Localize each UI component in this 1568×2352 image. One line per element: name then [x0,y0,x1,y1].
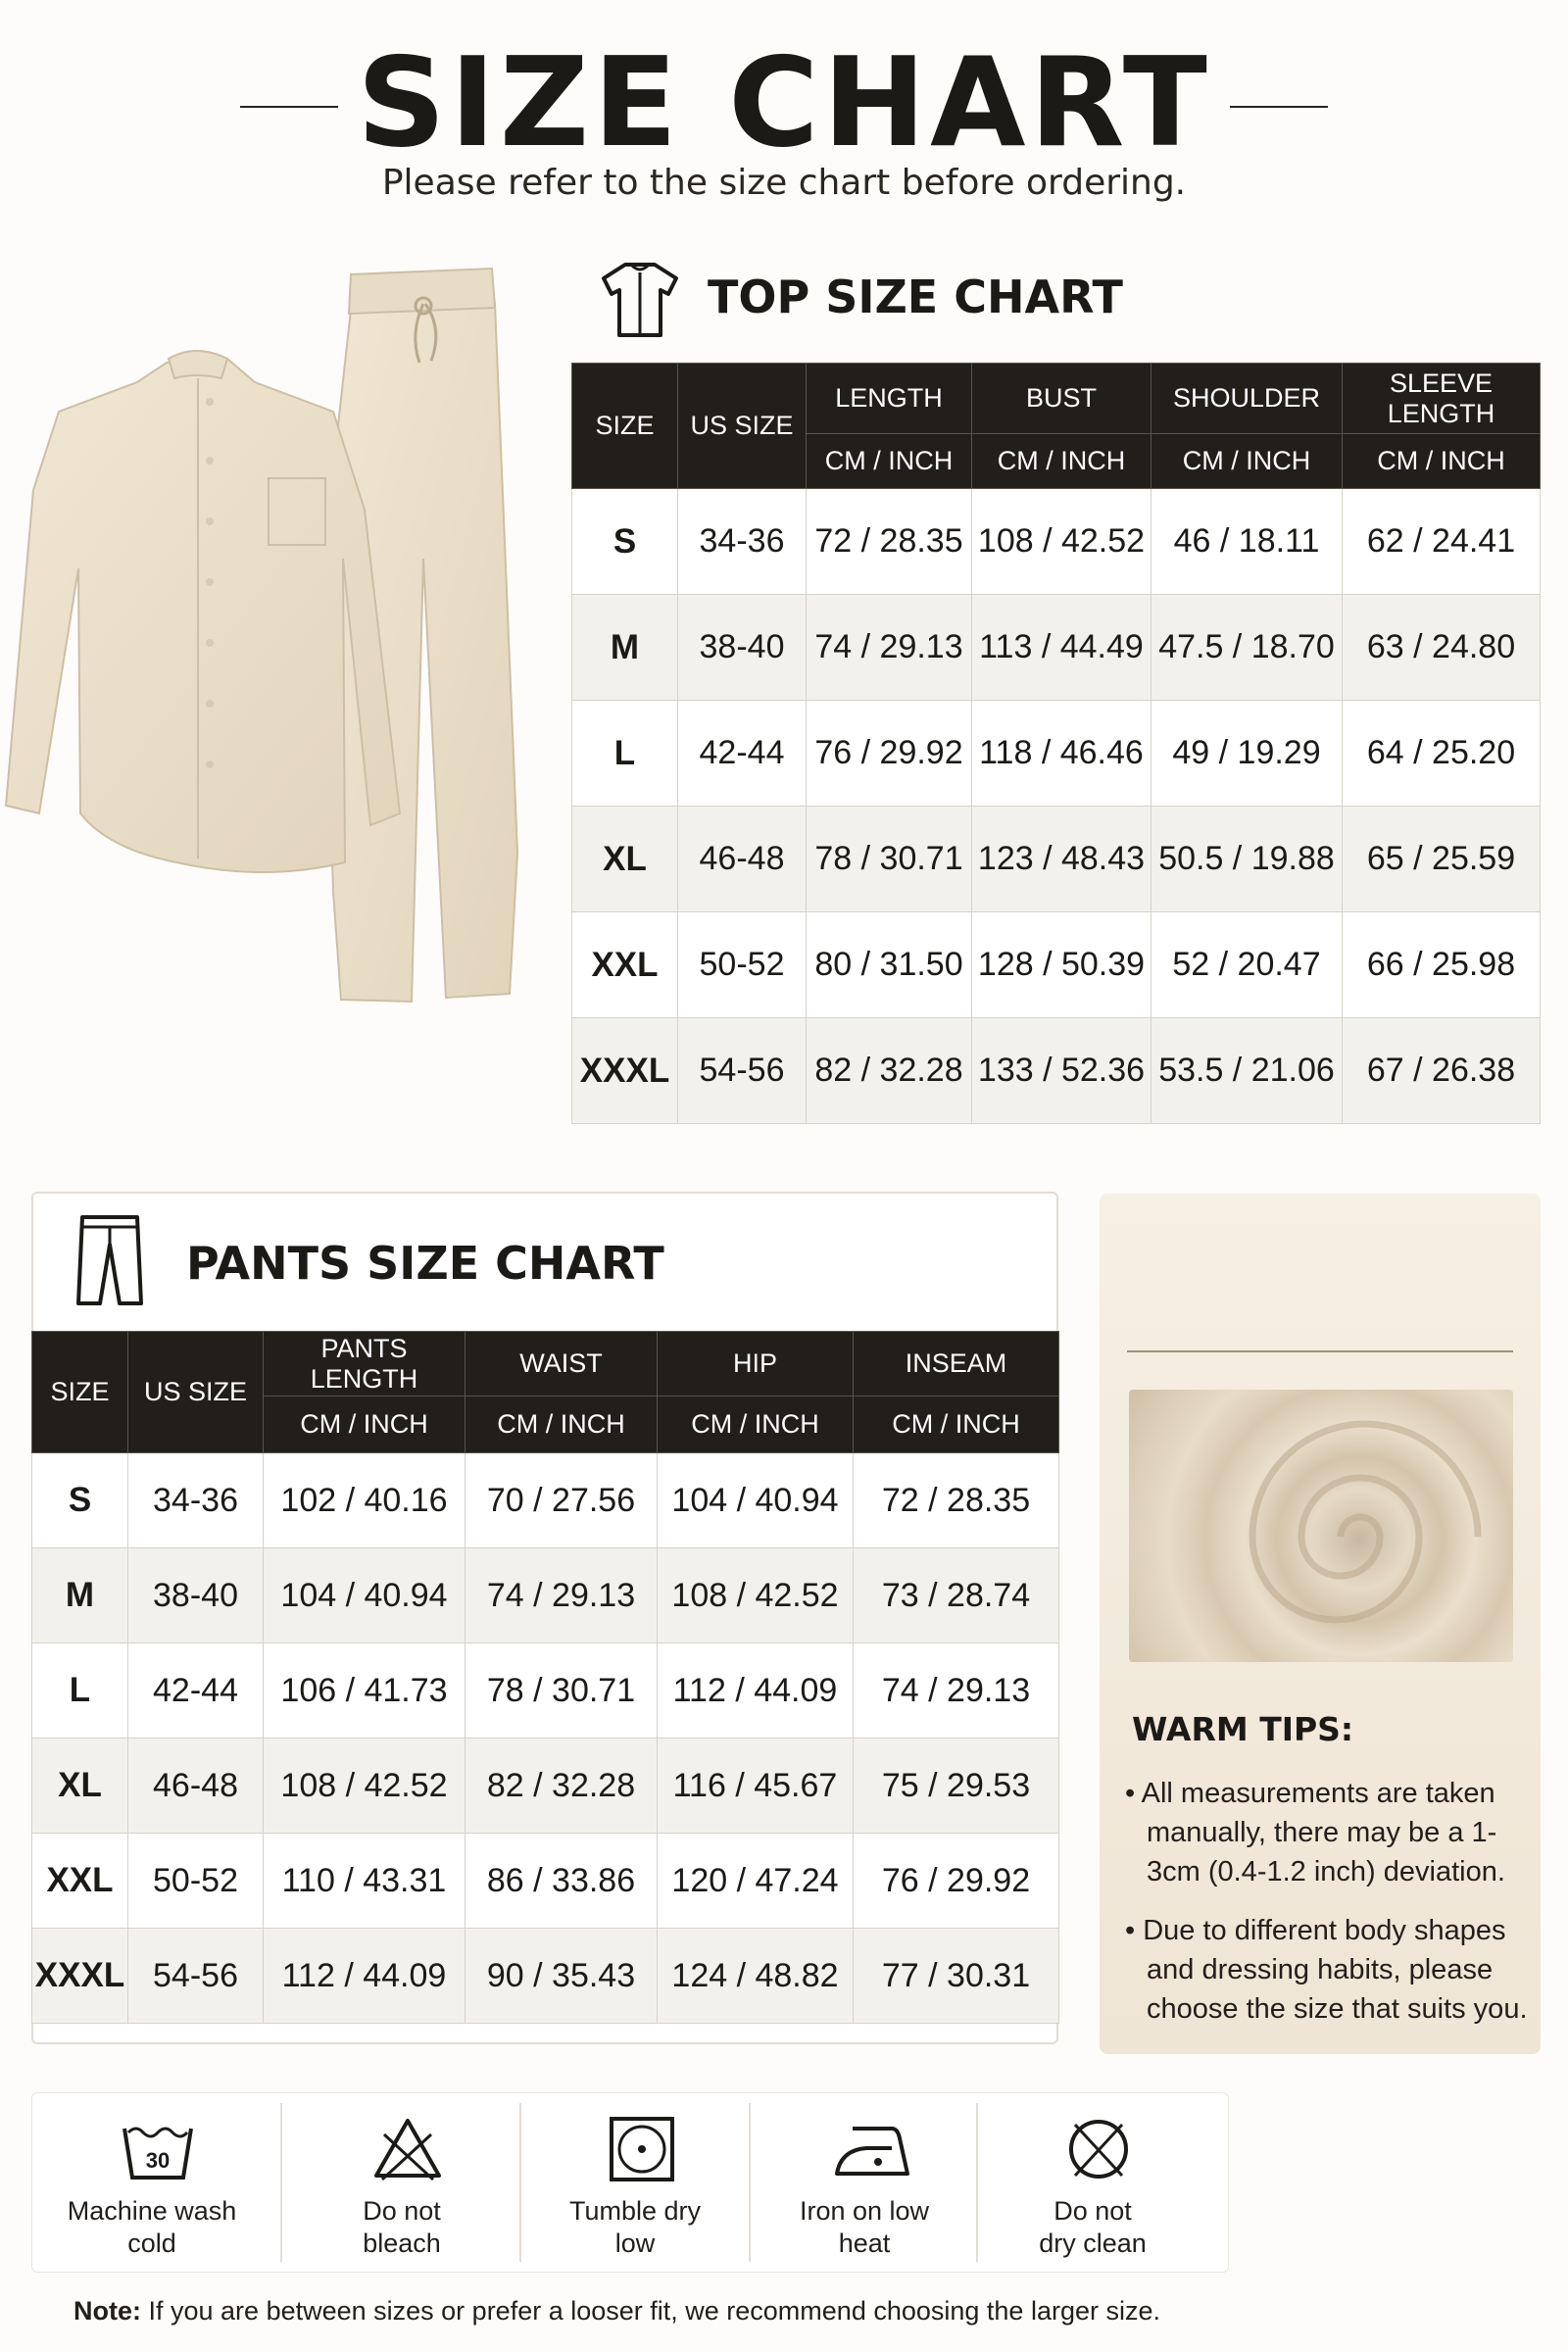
shirt-icon [598,257,682,341]
header-sleeve-length: SLEEVE LENGTH [1343,364,1541,434]
care-label-line2: heat [838,2229,891,2258]
header-size: SIZE [32,1332,128,1453]
table-cell: 54-56 [678,1018,807,1124]
tumble-dry-low-icon [604,2115,678,2183]
table-cell: 90 / 35.43 [466,1929,658,2024]
table-cell: 108 / 42.52 [972,489,1152,595]
size-label: XXL [572,912,678,1018]
table-row [32,1929,1059,2024]
table-row [32,1643,1059,1739]
table-cell: 70 / 27.56 [466,1453,658,1548]
table-cell: 80 / 31.50 [807,912,972,1018]
table-cell: 108 / 42.52 [658,1548,854,1643]
header-shoulder: SHOULDER [1152,364,1343,434]
table-cell: 47.5 / 18.70 [1152,595,1343,701]
top-chart-title: TOP SIZE CHART [708,270,1123,323]
table-cell: 104 / 40.94 [264,1548,466,1643]
table-cell: 64 / 25.20 [1343,701,1541,807]
page-title: SIZE CHART [357,30,1211,174]
table-cell: 133 / 52.36 [972,1018,1152,1124]
table-cell: 128 / 50.39 [972,912,1152,1018]
footer-note [74,2296,1160,2327]
table-cell: 38-40 [128,1548,264,1643]
care-divider [280,2103,282,2262]
table-cell: 38-40 [678,595,807,701]
tip-item: • All measurements are taken manually, there may be a 1-3cm (0.4-1.2 inch) deviation. [1125,1778,1505,1887]
table-cell: 120 / 47.24 [658,1834,854,1929]
table-cell: 74 / 29.13 [854,1643,1059,1739]
note-label: Note: [74,2296,141,2326]
table-cell: 76 / 29.92 [807,701,972,807]
unit-label: CM / INCH [807,434,972,489]
table-cell: 46-48 [128,1739,264,1834]
table-cell: 53.5 / 21.06 [1152,1018,1343,1124]
size-label: XXXL [572,1018,678,1124]
top-size-table [571,363,1541,1124]
table-cell: 124 / 48.82 [658,1929,854,2024]
table-cell: 108 / 42.52 [264,1739,466,1834]
table-row [572,912,1541,1018]
warm-tips-title: WARM TIPS: [1132,1710,1354,1748]
table-cell: 102 / 40.16 [264,1453,466,1548]
tip-text: Due to different body shapes and dressing habits, please choose the size that suits you. [1143,1915,1528,2025]
header-hip: HIP [658,1332,854,1396]
table-cell: 62 / 24.41 [1343,489,1541,595]
unit-label: CM / INCH [854,1396,1059,1453]
table-cell: 78 / 30.71 [466,1643,658,1739]
care-divider [976,2103,978,2262]
table-cell: 67 / 26.38 [1343,1018,1541,1124]
unit-label: CM / INCH [658,1396,854,1453]
size-label: S [572,489,678,595]
care-label-line2: cold [127,2229,176,2258]
table-cell: 50-52 [128,1834,264,1929]
table-cell: 123 / 48.43 [972,807,1152,912]
table-row [32,1548,1059,1643]
care-item-tumble-dry [522,2097,748,2268]
care-label-line2: dry clean [1039,2229,1147,2258]
no-dry-clean-icon [1061,2115,1136,2183]
care-label-line1: Iron on low [799,2196,930,2226]
unit-label: CM / INCH [1152,434,1343,489]
table-cell: 106 / 41.73 [264,1643,466,1739]
pants-size-table [31,1331,1059,2024]
table-cell: 73 / 28.74 [854,1548,1059,1643]
tip-text: All measurements are taken manually, there may be a 1-3cm (0.4-1.2 inch) deviation. [1141,1778,1505,1887]
care-item-no-dry-clean [980,2097,1205,2268]
header-waist: WAIST [466,1332,658,1396]
table-cell: 46 / 18.11 [1152,489,1343,595]
table-cell: 75 / 29.53 [854,1739,1059,1834]
table-cell: 72 / 28.35 [854,1453,1059,1548]
wash-temperature: 30 [145,2148,171,2173]
table-cell: 66 / 25.98 [1343,912,1541,1018]
size-label: S [32,1453,128,1548]
table-cell: 50.5 / 19.88 [1152,807,1343,912]
table-cell: 77 / 30.31 [854,1929,1059,2024]
table-cell: 110 / 43.31 [264,1834,466,1929]
page-subtitle: Please refer to the size chart before ordering. [381,163,1187,203]
size-label: XL [32,1739,128,1834]
table-cell: 42-44 [128,1643,264,1739]
table-cell: 72 / 28.35 [807,489,972,595]
unit-label: CM / INCH [1343,434,1541,489]
table-row [572,807,1541,912]
unit-label: CM / INCH [466,1396,658,1453]
table-cell: 46-48 [678,807,807,912]
size-label: L [572,701,678,807]
table-cell: 74 / 29.13 [466,1548,658,1643]
header-us-size: US SIZE [128,1332,264,1453]
tips-divider [1127,1350,1513,1352]
table-row [32,1739,1059,1834]
table-row [32,1453,1059,1548]
size-label: M [572,595,678,701]
care-label [522,2195,748,2260]
table-row [572,1018,1541,1124]
iron-low-icon [833,2115,911,2183]
care-divider [749,2103,751,2262]
care-label [289,2195,514,2260]
table-cell: 65 / 25.59 [1343,807,1541,912]
no-bleach-icon [370,2115,445,2183]
care-label-line2: low [614,2229,656,2258]
header-pants-length: PANTS LENGTH [264,1332,466,1396]
table-cell: 86 / 33.86 [466,1834,658,1929]
table-cell: 82 / 32.28 [807,1018,972,1124]
care-label [980,2195,1205,2260]
care-label-line2: bleach [363,2229,441,2258]
table-cell: 76 / 29.92 [854,1834,1059,1929]
tip-item: • Due to different body shapes and dressing habits, please choose the size that suits you. [1125,1915,1528,2025]
table-row [572,489,1541,595]
table-cell: 118 / 46.46 [972,701,1152,807]
header-inseam: INSEAM [854,1332,1059,1396]
size-label: XL [572,807,678,912]
table-row [572,595,1541,701]
table-cell: 74 / 29.13 [807,595,972,701]
size-label: L [32,1643,128,1739]
header-us-size: US SIZE [678,364,807,489]
table-cell: 42-44 [678,701,807,807]
table-cell: 63 / 24.80 [1343,595,1541,701]
table-cell: 52 / 20.47 [1152,912,1343,1018]
table-cell: 113 / 44.49 [972,595,1152,701]
table-row [32,1834,1059,1929]
pants-chart-title: PANTS SIZE CHART [186,1237,664,1290]
care-label-line1: Do not [363,2196,441,2226]
table-cell: 54-56 [128,1929,264,2024]
table-cell: 34-36 [128,1453,264,1548]
note-text: If you are between sizes or prefer a looser fit, we recommend choosing the larger size. [141,2296,1161,2326]
unit-label: CM / INCH [972,434,1152,489]
machine-wash-icon [121,2115,195,2183]
table-cell: 49 / 19.29 [1152,701,1343,807]
table-cell: 34-36 [678,489,807,595]
table-row [572,701,1541,807]
care-item-no-bleach [289,2097,514,2268]
pants-icon [71,1211,149,1309]
table-cell: 104 / 40.94 [658,1453,854,1548]
header-bust: BUST [972,364,1152,434]
size-label: XXXL [32,1929,128,2024]
header-size: SIZE [572,364,678,489]
care-divider [519,2103,521,2262]
care-item-iron-low [752,2097,977,2268]
table-cell: 112 / 44.09 [264,1929,466,2024]
unit-label: CM / INCH [264,1396,466,1453]
care-label-line1: Tumble dry [568,2196,702,2226]
care-label [39,2195,265,2260]
table-cell: 78 / 30.71 [807,807,972,912]
header-length: LENGTH [807,364,972,434]
size-label: XXL [32,1834,128,1929]
care-label-line1: Do not [1054,2196,1132,2226]
care-label-line1: Machine wash [67,2196,237,2226]
fabric-closeup-image [1129,1390,1513,1662]
garment-illustration [0,265,549,1009]
table-cell: 82 / 32.28 [466,1739,658,1834]
table-cell: 50-52 [678,912,807,1018]
table-cell: 116 / 45.67 [658,1739,854,1834]
size-label: M [32,1548,128,1643]
care-label [752,2195,977,2260]
care-item-machine-wash [39,2097,265,2268]
table-cell: 112 / 44.09 [658,1643,854,1739]
